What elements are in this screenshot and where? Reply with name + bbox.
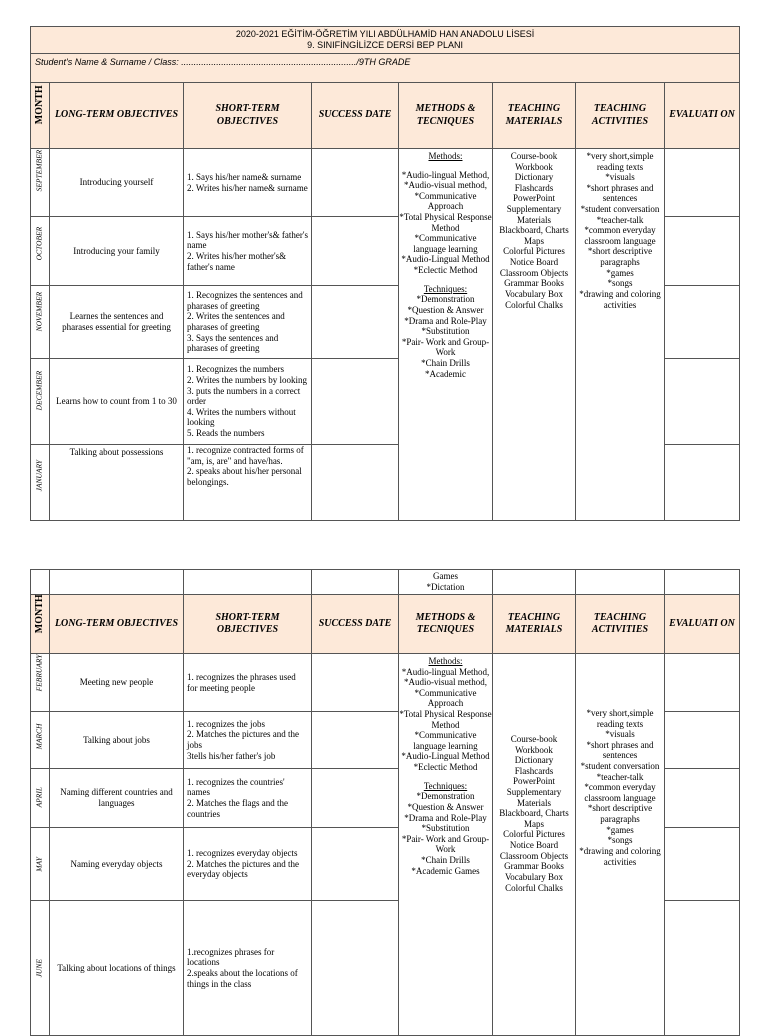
success-date-cell [312, 286, 399, 359]
activities-header: TEACHING ACTIVITIES [576, 595, 665, 654]
table-row [31, 149, 740, 217]
success-date-cell [312, 654, 399, 712]
long-term-cell: Talking about locations of things [50, 901, 184, 1036]
title-line-1: 2020-2021 EĞİTİM-ÖĞRETİM YILI ABDÜLHAMİD HAN ANADOLU LİSESİ [235, 29, 535, 40]
materials-header: TEACHING MATERIALS [493, 595, 576, 654]
short-term-cell: 1. Says his/her name& surname 2. Writes his/her name& surname [184, 149, 312, 217]
evaluation-cell [665, 901, 740, 1036]
evaluation-cell [665, 769, 740, 828]
table-row [31, 654, 740, 712]
header-row [31, 83, 740, 149]
success-date-cell [312, 445, 399, 521]
evaluation-header: EVALUATI ON [665, 83, 740, 149]
methods-carry-over: Games *Dictation [399, 570, 493, 595]
methods-cell: Methods: *Audio-lingual Method, *Audio-visual method, *Communicative Approach *Total Physical Response Method *Communicative language learning *Audio-Lingual Method *Eclectic Method Techniques: *Demonstration *Question & Answer *Drama and Role-Play *Substitution *Pair- Work and Group-Work *Chain Drills *Academic Games [399, 654, 493, 1036]
long-term-cell: Naming everyday objects [50, 828, 184, 901]
success-date-cell [312, 359, 399, 445]
long-term-cell: Naming different countries and languages [50, 769, 184, 828]
methods-cell: Methods: *Audio-lingual Method, *Audio-visual method, *Communicative Approach *Total Physical Response Method *Communicative language learning *Audio-Lingual Method *Eclectic Method Techniques: *Demonstration *Question & Answer *Drama and Role-Play *Substitution *Pair- Work and Group-Work *Chain Drills *Academic [399, 149, 493, 521]
long-term-cell: Talking about jobs [50, 712, 184, 769]
materials-cell: Course-book Workbook Dictionary Flashcards PowerPoint Supplementary Materials Blackboard, Charts Maps Colorful Pictures Notice Board Classroom Objects Grammar Books Vocabulary Box Colorful Chalks [493, 149, 576, 521]
document-title [31, 27, 740, 54]
activities-header: TEACHING ACTIVITIES [576, 83, 665, 149]
plan-table-1 [30, 26, 740, 521]
long-term-cell: Learns how to count from 1 to 30 [50, 359, 184, 445]
success-date-cell [312, 149, 399, 217]
success-date-cell [312, 217, 399, 286]
header-row [31, 595, 740, 654]
success-date-header: SUCCESS DATE [312, 83, 399, 149]
success-date-header: SUCCESS DATE [312, 595, 399, 654]
short-term-cell: 1. Says his/her mother's& father's name 2. Writes his/her mother's& father's name [184, 217, 312, 286]
month-cell: FEBRUARY [31, 654, 50, 712]
activities-cell: *very short,simple reading texts *visuals *short phrases and sentences *student conversation *teacher-talk *common everyday classroom language *short descriptive paragraphs *games *songs *drawing and coloring activities [576, 149, 665, 521]
evaluation-cell [665, 149, 740, 217]
activities-cell: *very short,simple reading texts *visuals *short phrases and sentences *student conversation *teacher-talk *common everyday classroom language *short descriptive paragraphs *games *songs *drawing and coloring activities [576, 654, 665, 1036]
short-term-cell: 1. recognizes the phrases used for meeting people [184, 654, 312, 712]
month-header: MONTH [31, 83, 50, 149]
methods-header: METHODS & TECNIQUES [399, 83, 493, 149]
month-cell: DECEMBER [31, 359, 50, 445]
long-term-cell: Introducing yourself [50, 149, 184, 217]
evaluation-cell [665, 445, 740, 521]
short-term-cell: 1.recognizes phrases for locations 2.speaks about the locations of things in the class [184, 901, 312, 1036]
materials-header: TEACHING MATERIALS [493, 83, 576, 149]
title-line-2: 9. SINIFİNGİLİZCE DERSİ BEP PLANI [307, 40, 463, 50]
methods-header: METHODS & TECNIQUES [399, 595, 493, 654]
short-term-cell: 1. recognizes the jobs 2. Matches the pictures and the jobs 3tells his/her father's job [184, 712, 312, 769]
evaluation-cell [665, 217, 740, 286]
success-date-cell [312, 828, 399, 901]
long-term-header: LONG-TERM OBJECTIVES [50, 83, 184, 149]
long-term-cell: Introducing your family [50, 217, 184, 286]
short-term-cell: 1. Recognizes the sentences and pharases of greeting 2. Writes the sentences and pharases of greeting 3. Says the sentences and pharases of greeting [184, 286, 312, 359]
evaluation-cell [665, 286, 740, 359]
success-date-cell [312, 712, 399, 769]
short-term-cell: 1. recognizes everyday objects 2. Matches the pictures and the everyday objects [184, 828, 312, 901]
carry-over-row [31, 570, 740, 595]
month-cell: NOVEMBER [31, 286, 50, 359]
month-cell: SEPTEMBER [31, 149, 50, 217]
student-name-field: Student's Name & Surname / Class: ....................................................................../9TH GRADE [31, 54, 740, 83]
evaluation-cell [665, 828, 740, 901]
short-term-cell: 1. recognize contracted forms of "am, is, are" and have/has. 2. speaks about his/her personal belongings. [184, 445, 312, 521]
success-date-cell [312, 901, 399, 1036]
month-cell: MARCH [31, 712, 50, 769]
short-term-header: SHORT-TERM OBJECTIVES [184, 595, 312, 654]
long-term-cell: Meeting new people [50, 654, 184, 712]
month-cell: OCTOBER [31, 217, 50, 286]
short-term-header: SHORT-TERM OBJECTIVES [184, 83, 312, 149]
evaluation-cell [665, 712, 740, 769]
success-date-cell [312, 769, 399, 828]
short-term-cell: 1. Recognizes the numbers 2. Writes the numbers by looking 3. puts the numbers in a correct order 4. Writes the numbers without looking 5. Reads the numbers [184, 359, 312, 445]
month-header: MONTH [31, 595, 50, 654]
long-term-header: LONG-TERM OBJECTIVES [50, 595, 184, 654]
materials-cell: Course-book Workbook Dictionary Flashcards PowerPoint Supplementary Materials Blackboard, Charts Maps Colorful Pictures Notice Board Classroom Objects Grammar Books Vocabulary Box Colorful Chalks [493, 654, 576, 1036]
evaluation-header: EVALUATI ON [665, 595, 740, 654]
month-cell: MAY [31, 828, 50, 901]
month-cell: JUNE [31, 901, 50, 1036]
month-cell: JANUARY [31, 445, 50, 521]
long-term-cell: Learnes the sentences and pharases essential for greeting [50, 286, 184, 359]
month-cell: APRIL [31, 769, 50, 828]
evaluation-cell [665, 359, 740, 445]
plan-table-2 [30, 569, 740, 1036]
short-term-cell: 1. recognizes the countries' names 2. Matches the flags and the countries [184, 769, 312, 828]
evaluation-cell [665, 654, 740, 712]
long-term-cell: Talking about possessions [50, 445, 184, 521]
